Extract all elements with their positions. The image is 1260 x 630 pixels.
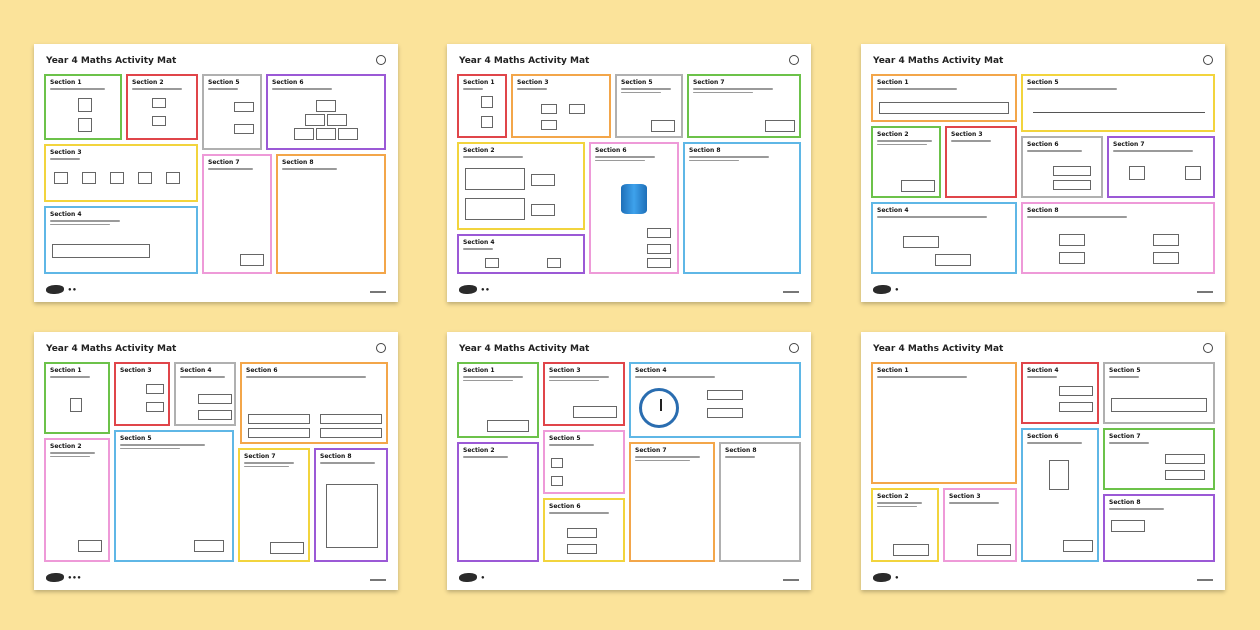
section-title: Section 7	[1113, 141, 1145, 148]
section-5	[202, 74, 262, 150]
section-title: Section 4	[877, 207, 909, 214]
section-title: Section 2	[877, 131, 909, 138]
brand-logo	[46, 285, 64, 294]
footer-mark	[370, 579, 386, 581]
section-title: Section 5	[120, 435, 152, 442]
section-6	[266, 74, 386, 150]
section-title: Section 8	[1109, 499, 1141, 506]
section-title: Section 2	[50, 443, 82, 450]
page-number-icon	[789, 55, 799, 65]
section-1	[44, 362, 110, 434]
brand-logo	[873, 573, 891, 582]
section-3	[114, 362, 170, 426]
section-6	[543, 498, 625, 562]
section-title: Section 8	[689, 147, 721, 154]
section-2	[457, 142, 585, 230]
section-title: Section 4	[463, 239, 495, 246]
sheet-title: Year 4 Maths Activity Mat	[459, 344, 590, 354]
page-number-icon	[1203, 343, 1213, 353]
section-title: Section 3	[949, 493, 981, 500]
section-title: Section 5	[208, 79, 240, 86]
section-2	[44, 438, 110, 562]
section-title: Section 3	[50, 149, 82, 156]
section-2	[871, 126, 941, 198]
section-title: Section 8	[320, 453, 352, 460]
section-1	[871, 74, 1017, 122]
section-title: Section 8	[282, 159, 314, 166]
section-title: Section 7	[693, 79, 725, 86]
section-6	[1021, 428, 1099, 562]
section-8	[1103, 494, 1215, 562]
section-1	[44, 74, 122, 140]
page-dots-icon: ●●	[481, 287, 491, 293]
cylinder-icon	[621, 184, 647, 214]
section-title: Section 5	[621, 79, 653, 86]
sheet-title: Year 4 Maths Activity Mat	[46, 344, 177, 354]
activity-mat-sheet-4	[34, 332, 398, 590]
section-4	[629, 362, 801, 438]
footer-mark	[1197, 579, 1213, 581]
footer-mark	[370, 291, 386, 293]
section-2	[457, 442, 539, 562]
section-7	[687, 74, 801, 138]
section-4	[1021, 362, 1099, 424]
section-1	[871, 362, 1017, 484]
section-title: Section 6	[549, 503, 581, 510]
page-dots-icon: ●	[481, 575, 486, 581]
section-title: Section 3	[549, 367, 581, 374]
section-title: Section 7	[635, 447, 667, 454]
activity-mat-sheet-6	[861, 332, 1225, 590]
section-title: Section 2	[463, 447, 495, 454]
section-title: Section 2	[877, 493, 909, 500]
section-title: Section 4	[180, 367, 212, 374]
activity-mat-sheet-2	[447, 44, 811, 302]
section-5	[543, 430, 625, 494]
page-number-icon	[1203, 55, 1213, 65]
brand-logo	[873, 285, 891, 294]
activity-mat-sheet-3	[861, 44, 1225, 302]
section-8	[1021, 202, 1215, 274]
section-6	[240, 362, 388, 444]
section-title: Section 4	[635, 367, 667, 374]
sheet-title: Year 4 Maths Activity Mat	[459, 56, 590, 66]
section-7	[1103, 428, 1215, 490]
section-title: Section 5	[1109, 367, 1141, 374]
section-title: Section 7	[208, 159, 240, 166]
page-number-icon	[376, 343, 386, 353]
section-3	[943, 488, 1017, 562]
section-title: Section 3	[120, 367, 152, 374]
section-title: Section 6	[246, 367, 278, 374]
section-2	[871, 488, 939, 562]
page-number-icon	[376, 55, 386, 65]
section-1	[457, 362, 539, 438]
section-8	[683, 142, 801, 274]
section-title: Section 8	[1027, 207, 1059, 214]
section-7	[1107, 136, 1215, 198]
section-1	[457, 74, 507, 138]
section-title: Section 6	[1027, 141, 1059, 148]
section-5	[114, 430, 234, 562]
activity-mat-sheet-5	[447, 332, 811, 590]
section-title: Section 7	[1109, 433, 1141, 440]
section-title: Section 1	[463, 79, 495, 86]
section-title: Section 1	[877, 367, 909, 374]
section-title: Section 6	[595, 147, 627, 154]
section-3	[945, 126, 1017, 198]
section-8	[314, 448, 388, 562]
page-dots-icon: ●	[895, 287, 900, 293]
section-title: Section 5	[549, 435, 581, 442]
section-title: Section 6	[1027, 433, 1059, 440]
section-title: Section 7	[244, 453, 276, 460]
page-dots-icon: ●●●	[68, 575, 82, 581]
section-title: Section 2	[463, 147, 495, 154]
section-7	[202, 154, 272, 274]
section-5	[1021, 74, 1215, 132]
section-6	[1021, 136, 1103, 198]
section-3	[511, 74, 611, 138]
section-3	[44, 144, 198, 202]
section-title: Section 1	[463, 367, 495, 374]
section-7	[238, 448, 310, 562]
section-4	[457, 234, 585, 274]
section-2	[126, 74, 198, 140]
clock-icon	[639, 388, 679, 428]
footer-mark	[783, 579, 799, 581]
section-title: Section 2	[132, 79, 164, 86]
page-dots-icon: ●●	[68, 287, 78, 293]
sheet-title: Year 4 Maths Activity Mat	[873, 56, 1004, 66]
sheet-title: Year 4 Maths Activity Mat	[873, 344, 1004, 354]
section-3	[543, 362, 625, 426]
footer-mark	[783, 291, 799, 293]
section-title: Section 4	[50, 211, 82, 218]
section-title: Section 1	[877, 79, 909, 86]
brand-logo	[46, 573, 64, 582]
section-4	[871, 202, 1017, 274]
section-8	[719, 442, 801, 562]
section-title: Section 5	[1027, 79, 1059, 86]
sheet-title: Year 4 Maths Activity Mat	[46, 56, 177, 66]
section-title: Section 3	[951, 131, 983, 138]
page-number-icon	[789, 343, 799, 353]
section-title: Section 3	[517, 79, 549, 86]
section-title: Section 4	[1027, 367, 1059, 374]
section-5	[1103, 362, 1215, 424]
brand-logo	[459, 573, 477, 582]
section-4	[44, 206, 198, 274]
section-8	[276, 154, 386, 274]
section-title: Section 1	[50, 79, 82, 86]
section-5	[615, 74, 683, 138]
section-title: Section 6	[272, 79, 304, 86]
section-title: Section 8	[725, 447, 757, 454]
section-title: Section 1	[50, 367, 82, 374]
page-dots-icon: ●	[895, 575, 900, 581]
section-7	[629, 442, 715, 562]
activity-mat-sheet-1	[34, 44, 398, 302]
footer-mark	[1197, 291, 1213, 293]
section-4	[174, 362, 236, 426]
section-6	[589, 142, 679, 274]
brand-logo	[459, 285, 477, 294]
